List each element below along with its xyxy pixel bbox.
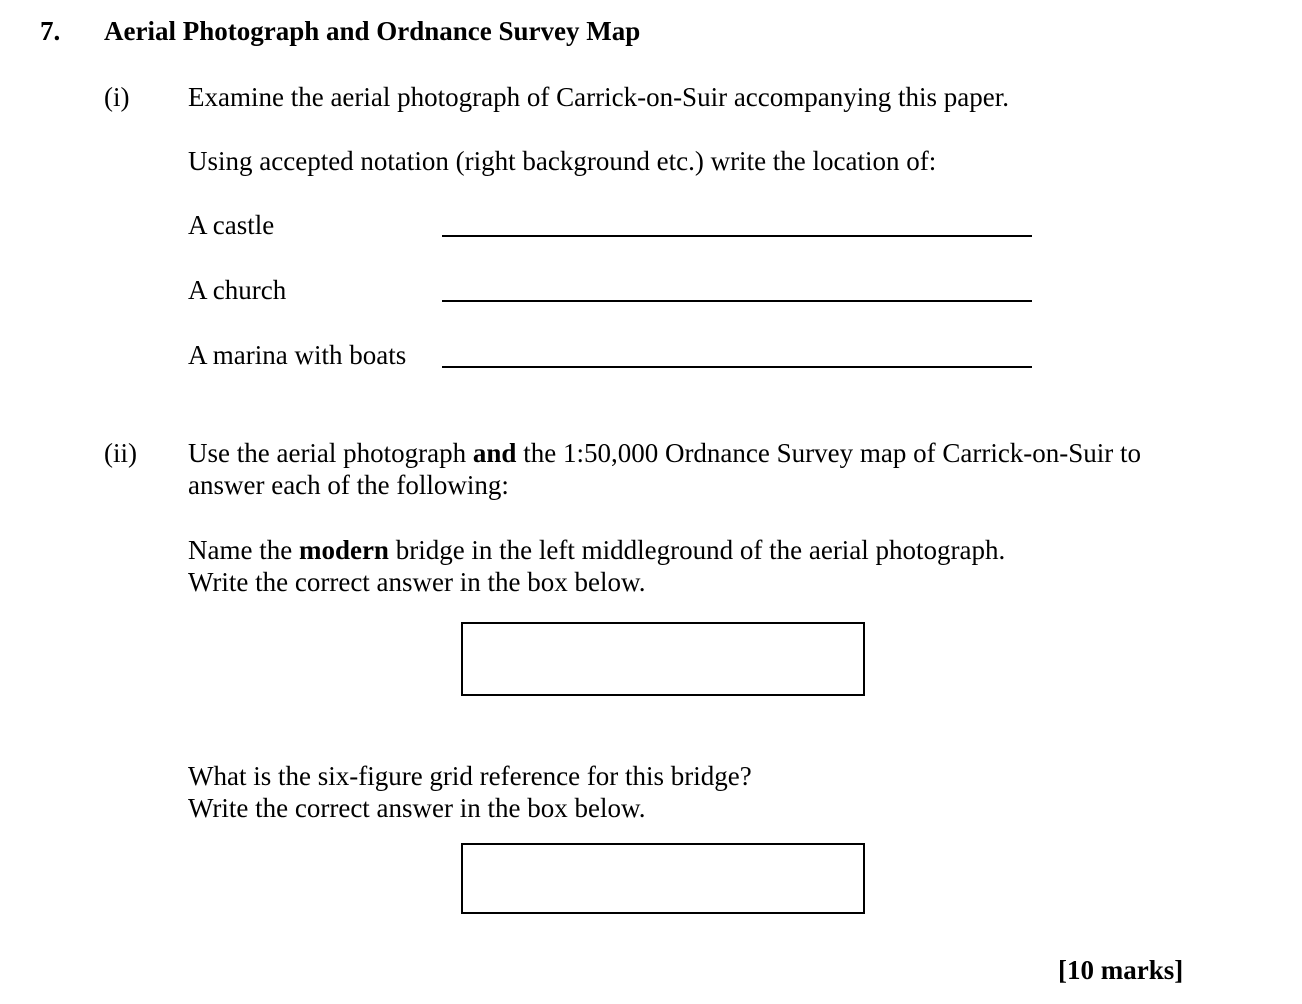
part-ii-intro: Use the aerial photograph and the 1:50,000 Ordnance Survey map of Carrick-on-Suir to: [188, 438, 1142, 468]
emphasis-and: and: [472, 438, 517, 468]
part-i-instruction: Examine the aerial photograph of Carrick-on-Suir accompanying this paper.: [188, 82, 1009, 112]
castle-label: A castle: [188, 210, 275, 240]
grid-reference-question: What is the six-figure grid reference for this bridge?: [188, 761, 752, 791]
part-ii-intro-line2: answer each of the following:: [188, 470, 509, 500]
marina-label: A marina with boats: [188, 340, 407, 370]
castle-answer-line[interactable]: [442, 235, 1032, 237]
bridge-name-question: Name the modern bridge in the left middleground of the aerial photograph.: [188, 535, 1006, 565]
emphasis-modern: modern: [298, 535, 389, 565]
question-number: 7.: [40, 16, 61, 46]
bridge-name-instruction: Write the correct answer in the box below.: [188, 567, 646, 597]
marina-answer-line[interactable]: [442, 366, 1032, 368]
marks-total: [10 marks]: [1058, 955, 1184, 985]
grid-reference-instruction: Write the correct answer in the box below.: [188, 793, 646, 823]
bridge-name-answer-box[interactable]: [461, 622, 865, 696]
question-title: Aerial Photograph and Ordnance Survey Map: [104, 16, 641, 46]
part-ii-label: (ii): [104, 438, 137, 468]
part-i-sub-instruction: Using accepted notation (right background etc.) write the location of:: [188, 146, 937, 176]
part-i-label: (i): [104, 82, 130, 112]
grid-reference-answer-box[interactable]: [461, 843, 865, 914]
church-answer-line[interactable]: [442, 300, 1032, 302]
church-label: A church: [188, 275, 287, 305]
